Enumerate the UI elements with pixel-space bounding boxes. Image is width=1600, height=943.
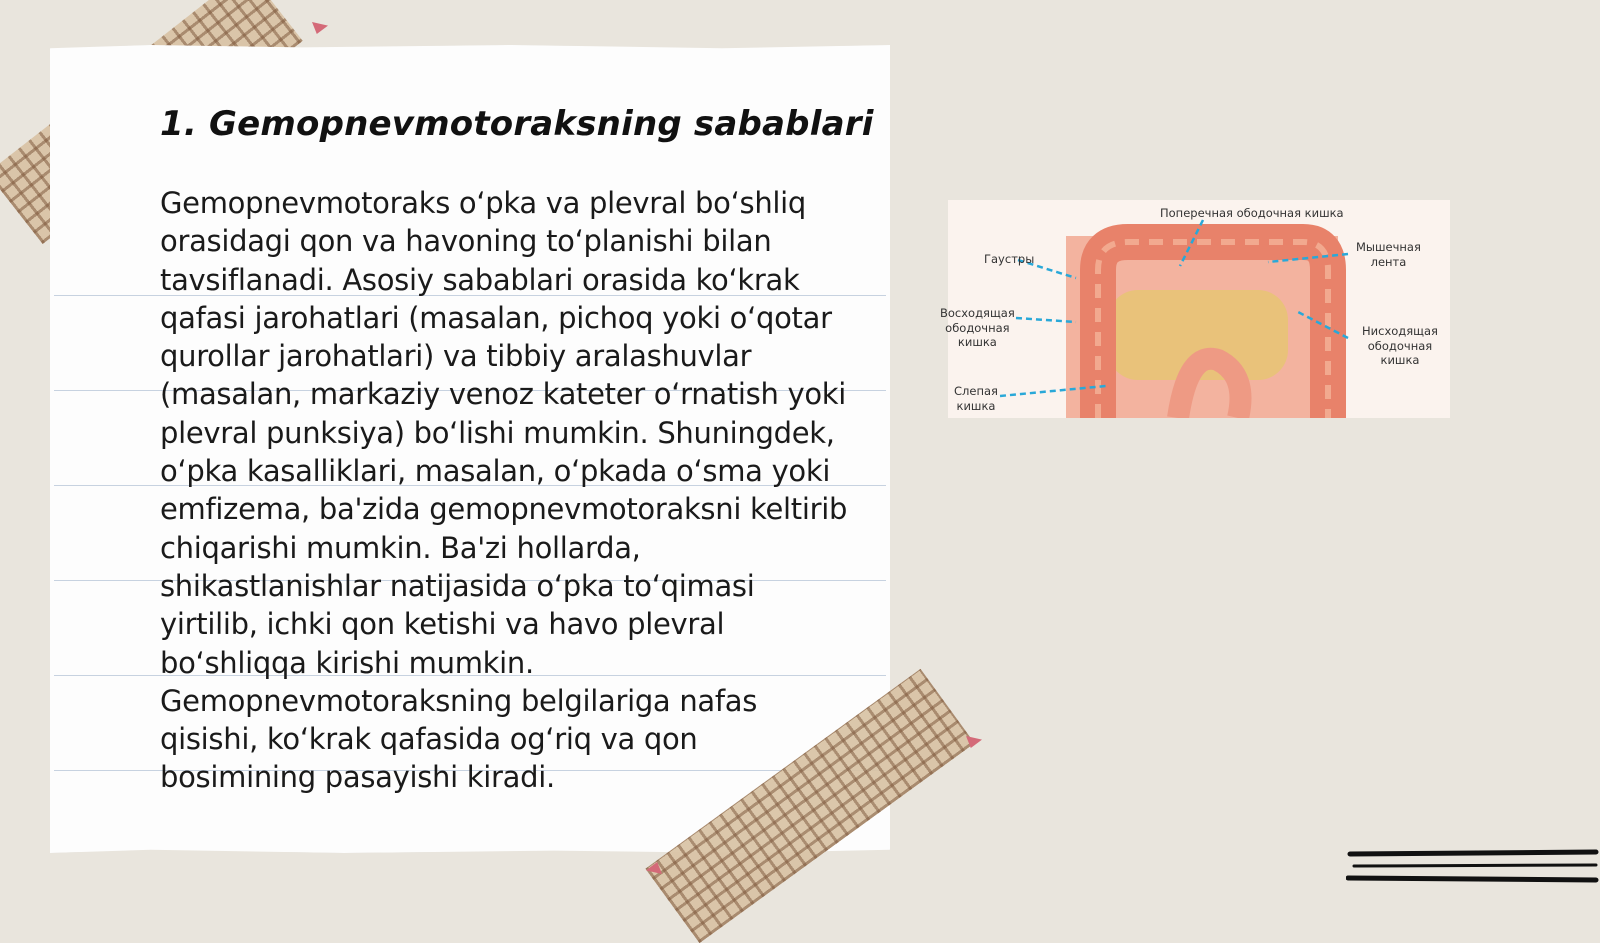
- colon-drawing: [948, 200, 1450, 418]
- brush-stroke: [1348, 878, 1596, 880]
- label-cecum: Слепая кишка: [954, 384, 998, 413]
- label-transverse-colon: Поперечная ободочная кишка: [1160, 206, 1344, 220]
- brush-stroke: [1350, 852, 1596, 854]
- colon-anatomy-illustration: [940, 200, 1450, 418]
- label-descending-colon: Нисходящая ободочная кишка: [1362, 324, 1438, 367]
- slide-body-text: Gemopnevmotoraks oʻpka va plevral boʻshliq orasidagi qon va havoning toʻplanishi bilan tavsiflanadi. Asosiy sabablari orasida koʻkrak qafasi jarohatlari (masalan, pichoq yoki oʻqotar qurollar jarohatlari) va tibbiy aralashuvlar (masalan, markaziy venoz kateter oʻrnatish yoki plevral punksiya) boʻlishi mumkin. Shuningdek, oʻpka kasalliklari, masalan, oʻpkada oʻsma yoki emfizema, ba'zida gemopnevmotoraksni keltirib chiqarishi mumkin. Ba'zi hollarda, shikastlanishlar natijasida oʻpka toʻqimasi yirtilib, ichki qon ketishi va havo plevral boʻshliqqa kirishi mumkin. Gemopnevmotoraksning belgilariga nafas qisishi, koʻkrak qafasida ogʻriq va qon bosimining pasayishi kiradi.: [160, 186, 848, 795]
- slide-heading: 1. Gemopnevmotoraksning sabablari: [160, 104, 874, 144]
- label-ascending-colon: Восходящая ободочная кишка: [940, 306, 1015, 349]
- label-haustra: Гаустры: [984, 252, 1035, 266]
- brush-stroke: [1354, 865, 1596, 866]
- label-muscle-band: Мышечная лента: [1356, 240, 1421, 269]
- decorative-brush-strokes: [1346, 848, 1600, 888]
- tape-pin-decoration: [312, 22, 328, 34]
